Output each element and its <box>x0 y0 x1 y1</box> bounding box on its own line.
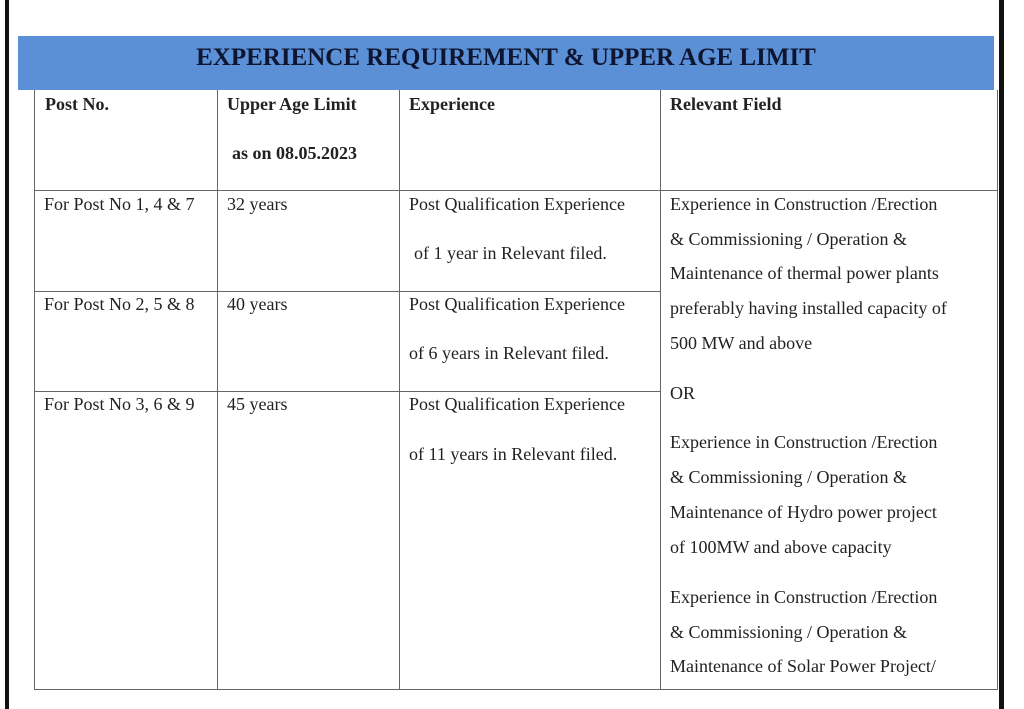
row-3-exp: of 11 years in Relevant filed. <box>409 444 618 464</box>
row-3-age: 45 years <box>227 394 288 414</box>
header-age-date: as on 08.05.2023 <box>232 143 358 163</box>
field-line: Experience in Construction /Erection <box>670 194 938 214</box>
row-divider <box>34 391 660 392</box>
table-border <box>34 689 998 690</box>
row-3-exp: Post Qualification Experience <box>409 394 625 414</box>
row-1-post: For Post No 1, 4 & 7 <box>44 194 195 214</box>
table-border <box>997 90 998 690</box>
row-divider <box>34 190 998 191</box>
title-banner <box>18 36 994 90</box>
field-line: & Commissioning / Operation & <box>670 229 907 249</box>
table-title: EXPERIENCE REQUIREMENT & UPPER AGE LIMIT <box>196 44 816 71</box>
field-line: & Commissioning / Operation & <box>670 622 907 642</box>
field-line: Maintenance of thermal power plants <box>670 263 939 283</box>
row-2-exp: of 6 years in Relevant filed. <box>409 343 609 363</box>
row-2-post: For Post No 2, 5 & 8 <box>44 294 195 314</box>
header-experience: Experience <box>409 94 495 114</box>
row-2-exp: Post Qualification Experience <box>409 294 625 314</box>
header-post-no: Post No. <box>45 94 109 114</box>
field-line: Experience in Construction /Erection <box>670 432 938 452</box>
row-2-age: 40 years <box>227 294 288 314</box>
field-line: & Commissioning / Operation & <box>670 467 907 487</box>
field-line: Maintenance of Hydro power project <box>670 502 937 522</box>
row-1-exp: of 1 year in Relevant filed. <box>414 243 607 263</box>
row-3-post: For Post No 3, 6 & 9 <box>44 394 195 414</box>
field-line: of 100MW and above capacity <box>670 537 892 557</box>
table-border <box>34 90 35 690</box>
header-relevant-field: Relevant Field <box>670 94 782 114</box>
field-line: preferably having installed capacity of <box>670 298 947 318</box>
column-divider <box>217 90 218 690</box>
column-divider <box>399 90 400 690</box>
row-1-age: 32 years <box>227 194 288 214</box>
field-line: Experience in Construction /Erection <box>670 587 938 607</box>
field-line: 500 MW and above <box>670 333 813 353</box>
field-line: Maintenance of Solar Power Project/ <box>670 656 936 676</box>
row-1-exp: Post Qualification Experience <box>409 194 625 214</box>
row-divider <box>34 291 660 292</box>
page-border-right <box>999 0 1004 709</box>
page-border-left <box>5 0 9 709</box>
header-age-limit: Upper Age Limit <box>227 94 357 114</box>
field-or: OR <box>670 383 696 403</box>
column-divider <box>660 90 661 690</box>
